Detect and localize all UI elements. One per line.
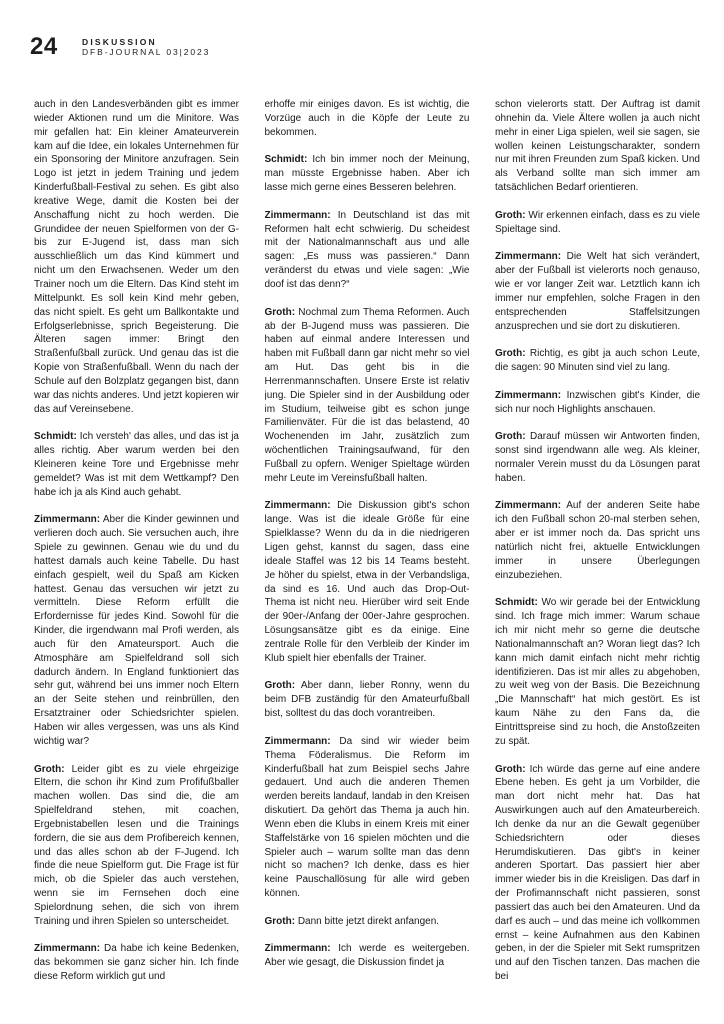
speaker-name: Schmidt: [34, 431, 77, 443]
speaker-name: Groth: [495, 209, 526, 221]
publication-issue: DFB-JOURNAL 03|2023 [82, 47, 211, 57]
paragraph [265, 735, 470, 901]
speaker-name: Groth: [495, 348, 526, 360]
paragraph-text: Nochmal zum Thema Reformen. Auch ab der B-Jugend muss was passieren. Die haben auf einmal andere Interessen und haben mit Fußball dann gar nicht mehr so viel am Hut. Das geht bis in die Herrenmannschaften. Unsere Erste ist relativ jung. Die Spieler sind in der Ausbildung oder im Studium, teilweise gibt es schon junge Familienväter. Für die ist das belastend, 40 Wochenenden im Jahr, zusätzlich zum wöchentlichen Trainingsaufwand, für den Fußball zu opfern. Weniger Spieltage würden mehr Leute im Vereinsfußball halten. [264, 306, 470, 484]
paragraph-text: Richtig, es gibt ja auch schon Leute, die sagen: 90 Minuten sind viel zu lang. [495, 348, 700, 374]
paragraph-text: Ich bin immer noch der Meinung, man müsste Ergebnisse haben. Aber ich lasse mich gerne eines Besseren belehren. [264, 154, 470, 194]
section-meta [82, 37, 382, 58]
paragraph-text: In Deutschland ist das mit Reformen halt echt schwierig. Du scheidest mit der Nationalmannschaft aus und alle sagen: „Es muss was passieren.“ Dann veränderst du etwas und viele sagen: „Wie doof ist das denn?“ [264, 209, 470, 290]
speaker-name: Zimmermann: [264, 735, 331, 747]
speaker-name: Schmidt: [264, 154, 308, 166]
paragraph [265, 209, 470, 292]
speaker-name: Groth: [34, 763, 65, 775]
paragraph-text: Ich würde das gerne auf eine andere Ebene heben. Es geht ja um Vorbilder, die man dort nicht mehr hat. Das hat Auswirkungen auch auf den Amateurbereich. Ich denke da nur an die Gewalt gegenüber Schiedsrichtern oder dieses Herumdiskutieren. Das gibt's in keiner anderen Sportart. Das passiert hier aber immer wieder bis in die Kreisligen. Das darf in der Profimannschaft nicht passieren, sonst passiert das auch bei den Amateuren. Und da darf es auch – und das meine ich vollkommen ernst – keine Aufnahmen aus den Kabinen geben, in der die Spieler mit Sekt rumspritzen und auf den Tischen tanzen. Das machen die bei [495, 763, 700, 983]
column-3 [495, 98, 700, 1012]
column-1 [34, 98, 239, 1012]
paragraph [495, 98, 700, 195]
paragraph-text: Die Welt hat sich verändert, aber der Fußball ist vielerorts noch genauso, wie er vor langer Zeit war. Letztlich kann ich immer nur empfehlen, solche Fragen in den entsprechenden Staffelsitzungen anzusprechen und sie dort zu diskutieren. [495, 251, 700, 332]
speaker-name: Zimmermann: [34, 943, 101, 955]
paragraph [265, 153, 470, 195]
speaker-name: Zimmermann: [264, 943, 331, 955]
paragraph-text: Da habe ich keine Bedenken, das bekommen sie ganz sicher hin. Ich finde diese Reform wirklich gut und [34, 943, 239, 983]
speaker-name: Zimmermann: [495, 389, 562, 401]
paragraph [495, 596, 700, 748]
speaker-name: Groth: [495, 431, 526, 443]
speaker-name: Groth: [264, 680, 296, 692]
speaker-name: Groth: [264, 306, 296, 318]
paragraph-text: Ich werde es weitergeben. Aber wie gesagt, die Diskussion findet ja [264, 943, 470, 969]
paragraph-text: Aber die Kinder gewinnen und verlieren doch auch. Sie versuchen auch, ihre Spiele zu gewinnen. Genau wie du und du hattest damals auch keine Tabelle. Du hast einfach gespielt, weil du Spaß am Kicken hattest. Genau das versuchen wir jetzt zu vermitteln. Diese Reform erfüllt die Erfordernisse für jedes Kind. Sowohl für die Kinder, die irgendwann mal Profi werden, als auch für den Amateursport. Auch die Atmosphäre am Spielfeldrand soll sich dadurch ändern. In England funktioniert das sehr gut, während bei uns immer noch Eltern an der Seite stehen und reinbrüllen, den Ersatztrainer oder Schiedsrichter spielen. Haben wir alles vergessen, was uns als Kind wichtig war? [34, 514, 239, 747]
paragraph [265, 942, 470, 970]
paragraph-text: Inzwischen gibt's Kinder, die sich nur noch Highlights anschauen. [495, 389, 700, 415]
paragraph [265, 679, 470, 721]
speaker-name: Groth: [495, 763, 526, 775]
paragraph [265, 915, 470, 929]
paragraph [34, 98, 239, 416]
paragraph [495, 389, 700, 417]
paragraph-text: Dann bitte jetzt direkt anfangen. [297, 915, 440, 927]
paragraph-text: Auf der anderen Seite habe ich den Fußball schon 20-mal sterben sehen, aber er ist immer noch da. Das spricht uns natürlich nicht frei, aktuelle Entwicklungen immer in unsere Überlegungen einzubeziehen. [495, 500, 700, 581]
paragraph-text: Da sind wir wieder beim Thema Föderalismus. Die Reform im Kinderfußball hat zum Beispiel sechs Jahre gedauert. Und auch die anderen Themen werden bereits landauf, landab in den Kreisen diskutiert. Da gehört das Thema ja auch hin. Wenn eben die Klubs in einem Kreis mit einer Staffelstärke von 16 spielen möchten und die Spieler auch – warum sollte man das denn nicht so machen? Ich denke, dass es hier keine Pauschallösung für alle wird geben können. [264, 735, 470, 900]
paragraph [34, 513, 239, 748]
speaker-name: Zimmermann: [34, 514, 101, 526]
paragraph-text: auch in den Landesverbänden gibt es immer wieder Aktionen rund um die Minitore. Was mir gefallen hat: Ein kleiner Amateurverein kam auf die Idee, ein lokales Unternehmen für ein Sponsoring der Minitore anzufragen. Sein Logo ist jetzt in jedem Training und jedem Kinderfußball-Festival zu sehen. Es gibt also kreative Wege, damit die Kosten bei der Anschaffung nicht zu hoch werden. Die Grundidee der neuen Spielformen von der G- bis zur E-Jugend ist, dass man sich ausschließlich um das Kind kümmert und nicht um den Erwachsenen. Weder um den Trainer noch um die Eltern. Das Kind steht im Mittelpunkt. Es soll kein Kind mehr geben, das nicht spielt. Es geht um Ballkontakte und Erfolgserlebnisse, sprich Begeisterung. Die Älteren sagen immer: Bringt den Straßenfußball zurück. Und genau das ist die Kopie von Straßenfußball. Wenn du nach der Schule auf den Bolzplatz gegangen bist, dann war das nichts anderes. Und jetzt kopieren wir das auf Vereinsebene. [34, 99, 239, 415]
speaker-name: Zimmermann: [264, 209, 331, 221]
paragraph [34, 942, 239, 984]
page-number: 24 [30, 33, 58, 60]
article-body [34, 98, 700, 1012]
paragraph [495, 763, 700, 985]
paragraph-text: Leider gibt es zu viele ehrgeizige Eltern, die schon ihr Kind zum Profifußballer machen wollen. Das sind die, die am Spielfeldrand stehen, mit coachen, Ergebnistabellen lesen und die Trainings fordern, die sie aus dem Profibereich kennen, und das alles schon ab der F-Jugend. Ich finde die neue Spielform gut. Die Frage ist für mich, ob die Spieler das auch verstehen, wenn sie im Fernsehen doch eine Spielordnung sehen, die sich von ihrem Training und ihren Spielen so unterscheidet. [34, 763, 239, 927]
paragraph [265, 306, 470, 486]
paragraph-text: erhoffe mir einiges davon. Es ist wichtig, die Vorzüge auch in die Köpfe der Leute zu bekommen. [264, 99, 470, 138]
paragraph [34, 763, 239, 929]
speaker-name: Zimmermann: [495, 251, 562, 263]
paragraph-text: Die Diskussion gibt's schon lange. Was ist die ideale Größe für eine Spielklasse? Wenn du da in die niedrigeren Ligen gehst, kannst du sagen, dass eine ideale Staffel was 12 bis 14 Teams besteht. Je höher du spielst, etwa in der Verbandsliga, da sind es 16. Und auch das Drop-Out-Thema ist nicht neu. Hierüber wird seit Ende der 90er-/Anfang der 00er-Jahre gesprochen. Lösungsansätze gibt es da einige. Eine zentrale Rolle für den Verbleib der Kinder im Klub spielt hier ebenfalls der Trainer. [264, 500, 470, 664]
speaker-name: Schmidt: [495, 597, 538, 609]
paragraph [265, 499, 470, 665]
paragraph [495, 209, 700, 237]
section-title: DISKUSSION [82, 37, 157, 47]
paragraph-text: Darauf müssen wir Antworten finden, sonst sind irgendwann alle weg. Als kleiner, normaler Verein musst du da Lösungen parat haben. [495, 431, 700, 484]
paragraph-text: schon vielerorts statt. Der Auftrag ist damit ohnehin da. Viele Ältere wollen ja auch nicht mehr in einer Liga spielen, weil sie sagen, sie wollen keinen Leistungscharakter, sondern nur mit ihren Freunden zum Spaß kicken. Und als Verband sollte man sich immer am tatsächlichen Bedarf orientieren. [495, 99, 700, 194]
speaker-name: Zimmermann: [264, 500, 331, 512]
column-2 [265, 98, 470, 1012]
speaker-name: Groth: [264, 915, 296, 927]
paragraph-text: Wir erkennen einfach, dass es zu viele Spieltage sind. [495, 209, 700, 235]
paragraph [265, 98, 470, 140]
paragraph [495, 347, 700, 375]
paragraph [495, 499, 700, 582]
paragraph [495, 430, 700, 485]
paragraph-text: Aber dann, lieber Ronny, wenn du beim DFB zuständig für den Amateurfußball bist, solltest du das doch vorantreiben. [264, 680, 470, 720]
paragraph-text: Ich versteh' das alles, und das ist ja alles richtig. Aber warum werden bei den Kleineren keine Tore und Ergebnisse mehr gemeldet? Was ist mit dem Wettkampf? Den habe ich ja als Kind auch gehabt. [34, 431, 239, 498]
paragraph [495, 250, 700, 333]
speaker-name: Zimmermann: [495, 500, 562, 512]
paragraph-text: Wo wir gerade bei der Entwicklung sind. Ich frage mich immer: Warum schaue ich mir nicht mehr so gerne die deutsche Nationalmannschaft an? Woran liegt das? Ich kann mich damit einfach nicht mehr richtig identifizieren. Das ist mir alles zu abgehoben, zu weit weg von der Basis. Die Bezeichnung „Die Mannschaft“ hat mich gestört. Es ist kaum Nähe zu den Fans da, die Eintrittspreise sind zu hoch, die Anstoßzeiten zu spät. [495, 597, 700, 747]
paragraph [34, 430, 239, 499]
